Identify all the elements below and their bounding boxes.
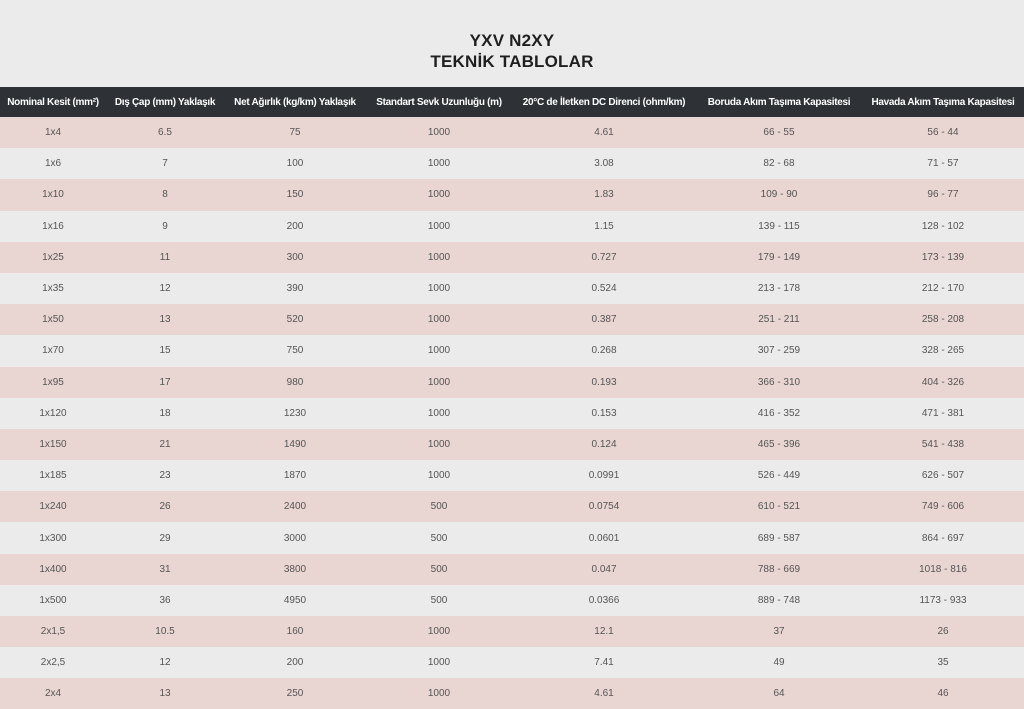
cell-boruda-kapasite: 689 - 587 [696,522,862,553]
cell-dis-cap: 7 [106,148,224,179]
cell-dis-cap: 9 [106,211,224,242]
table-row [0,335,1024,366]
cell-sevk-uzunlugu: 1000 [366,429,512,460]
table-row [0,398,1024,429]
cell-boruda-kapasite: 526 - 449 [696,460,862,491]
cell-dis-cap: 31 [106,554,224,585]
cell-dis-cap: 11 [106,242,224,273]
cell-sevk-uzunlugu: 500 [366,585,512,616]
cell-dc-direnci: 0.153 [512,398,696,429]
cell-dc-direnci: 0.047 [512,554,696,585]
table-row [0,211,1024,242]
cell-dc-direnci: 4.61 [512,678,696,709]
cell-nominal-kesit: 1x240 [0,491,106,522]
cell-nominal-kesit: 2x2,5 [0,647,106,678]
cell-net-agirlik: 160 [224,616,366,647]
technical-table [0,87,1024,709]
cell-net-agirlik: 150 [224,179,366,210]
cell-havada-kapasite: 1018 - 816 [862,554,1024,585]
table-row [0,678,1024,709]
cell-havada-kapasite: 258 - 208 [862,304,1024,335]
cell-dc-direnci: 7.41 [512,647,696,678]
table-row [0,554,1024,585]
table-row [0,117,1024,148]
table-row [0,273,1024,304]
cell-havada-kapasite: 749 - 606 [862,491,1024,522]
cell-sevk-uzunlugu: 500 [366,554,512,585]
cell-boruda-kapasite: 251 - 211 [696,304,862,335]
cell-boruda-kapasite: 889 - 748 [696,585,862,616]
cell-boruda-kapasite: 82 - 68 [696,148,862,179]
title-block [0,0,1024,87]
cell-havada-kapasite: 1173 - 933 [862,585,1024,616]
cell-nominal-kesit: 1x400 [0,554,106,585]
cell-net-agirlik: 4950 [224,585,366,616]
cell-boruda-kapasite: 416 - 352 [696,398,862,429]
cell-nominal-kesit: 1x185 [0,460,106,491]
cell-sevk-uzunlugu: 1000 [366,616,512,647]
cell-sevk-uzunlugu: 1000 [366,148,512,179]
cell-dc-direnci: 0.387 [512,304,696,335]
column-header-boruda-kapasite: Boruda Akım Taşıma Kapasitesi [696,87,862,117]
cell-dc-direnci: 12.1 [512,616,696,647]
cell-dc-direnci: 0.0991 [512,460,696,491]
cell-nominal-kesit: 1x50 [0,304,106,335]
cell-nominal-kesit: 1x500 [0,585,106,616]
cell-dc-direnci: 4.61 [512,117,696,148]
cell-nominal-kesit: 1x70 [0,335,106,366]
header-row [0,87,1024,117]
cell-sevk-uzunlugu: 1000 [366,460,512,491]
table-row [0,647,1024,678]
cell-dis-cap: 29 [106,522,224,553]
cell-nominal-kesit: 2x4 [0,678,106,709]
cell-dis-cap: 13 [106,304,224,335]
cell-havada-kapasite: 212 - 170 [862,273,1024,304]
cell-net-agirlik: 300 [224,242,366,273]
cell-dis-cap: 23 [106,460,224,491]
table-row [0,304,1024,335]
column-header-dc-direnci: 20°C de İletken DC Direnci (ohm/km) [512,87,696,117]
cell-dc-direnci: 0.0601 [512,522,696,553]
cell-dc-direnci: 0.0366 [512,585,696,616]
column-header-nominal-kesit: Nominal Kesit (mm²) [0,87,106,117]
cell-net-agirlik: 1490 [224,429,366,460]
cell-boruda-kapasite: 307 - 259 [696,335,862,366]
cell-havada-kapasite: 541 - 438 [862,429,1024,460]
cell-dis-cap: 10.5 [106,616,224,647]
table-row [0,616,1024,647]
cell-dis-cap: 8 [106,179,224,210]
cell-havada-kapasite: 173 - 139 [862,242,1024,273]
cell-sevk-uzunlugu: 1000 [366,647,512,678]
cell-boruda-kapasite: 49 [696,647,862,678]
cell-boruda-kapasite: 465 - 396 [696,429,862,460]
column-header-net-agirlik: Net Ağırlık (kg/km) Yaklaşık [224,87,366,117]
table-row [0,460,1024,491]
table-row [0,429,1024,460]
cell-dis-cap: 12 [106,647,224,678]
cell-sevk-uzunlugu: 500 [366,522,512,553]
cell-net-agirlik: 520 [224,304,366,335]
table-row [0,179,1024,210]
cell-sevk-uzunlugu: 1000 [366,242,512,273]
cell-havada-kapasite: 626 - 507 [862,460,1024,491]
cell-nominal-kesit: 1x4 [0,117,106,148]
cell-sevk-uzunlugu: 1000 [366,179,512,210]
cell-havada-kapasite: 864 - 697 [862,522,1024,553]
cell-havada-kapasite: 404 - 326 [862,367,1024,398]
cell-nominal-kesit: 1x10 [0,179,106,210]
cell-havada-kapasite: 71 - 57 [862,148,1024,179]
cell-boruda-kapasite: 64 [696,678,862,709]
cell-dc-direnci: 1.15 [512,211,696,242]
cell-dc-direnci: 0.727 [512,242,696,273]
cell-sevk-uzunlugu: 1000 [366,304,512,335]
cell-nominal-kesit: 1x120 [0,398,106,429]
cell-dis-cap: 36 [106,585,224,616]
cell-sevk-uzunlugu: 1000 [366,367,512,398]
cell-dis-cap: 6.5 [106,117,224,148]
cell-havada-kapasite: 56 - 44 [862,117,1024,148]
column-header-havada-kapasite: Havada Akım Taşıma Kapasitesi [862,87,1024,117]
cell-dis-cap: 21 [106,429,224,460]
cell-dis-cap: 17 [106,367,224,398]
cell-net-agirlik: 980 [224,367,366,398]
table-row [0,491,1024,522]
cell-boruda-kapasite: 109 - 90 [696,179,862,210]
cell-dc-direnci: 3.08 [512,148,696,179]
cell-dis-cap: 15 [106,335,224,366]
cell-net-agirlik: 100 [224,148,366,179]
cell-boruda-kapasite: 139 - 115 [696,211,862,242]
cell-dc-direnci: 0.268 [512,335,696,366]
cell-nominal-kesit: 1x35 [0,273,106,304]
table-row [0,522,1024,553]
table-body [0,117,1024,709]
cell-sevk-uzunlugu: 1000 [366,117,512,148]
cell-net-agirlik: 750 [224,335,366,366]
cell-net-agirlik: 390 [224,273,366,304]
cell-dis-cap: 13 [106,678,224,709]
cell-dc-direnci: 0.524 [512,273,696,304]
cell-sevk-uzunlugu: 1000 [366,211,512,242]
cell-sevk-uzunlugu: 1000 [366,678,512,709]
cell-dc-direnci: 0.193 [512,367,696,398]
cell-boruda-kapasite: 66 - 55 [696,117,862,148]
cell-net-agirlik: 3800 [224,554,366,585]
cell-nominal-kesit: 2x1,5 [0,616,106,647]
cell-sevk-uzunlugu: 500 [366,491,512,522]
cell-dc-direnci: 0.0754 [512,491,696,522]
column-header-sevk-uzunlugu: Standart Sevk Uzunluğu (m) [366,87,512,117]
cell-havada-kapasite: 471 - 381 [862,398,1024,429]
cell-havada-kapasite: 96 - 77 [862,179,1024,210]
table-row [0,148,1024,179]
cell-dis-cap: 26 [106,491,224,522]
cell-net-agirlik: 1870 [224,460,366,491]
cell-nominal-kesit: 1x150 [0,429,106,460]
section-title: TEKNİK TABLOLAR [430,52,594,71]
cell-boruda-kapasite: 788 - 669 [696,554,862,585]
cell-boruda-kapasite: 179 - 149 [696,242,862,273]
cell-net-agirlik: 2400 [224,491,366,522]
cell-net-agirlik: 200 [224,647,366,678]
cell-nominal-kesit: 1x25 [0,242,106,273]
cell-nominal-kesit: 1x16 [0,211,106,242]
cell-boruda-kapasite: 37 [696,616,862,647]
cell-dis-cap: 18 [106,398,224,429]
table-row [0,242,1024,273]
cell-net-agirlik: 1230 [224,398,366,429]
cell-dc-direnci: 1.83 [512,179,696,210]
cell-sevk-uzunlugu: 1000 [366,335,512,366]
cell-net-agirlik: 3000 [224,522,366,553]
table-row [0,585,1024,616]
cell-boruda-kapasite: 213 - 178 [696,273,862,304]
cell-net-agirlik: 200 [224,211,366,242]
table-row [0,367,1024,398]
cell-dc-direnci: 0.124 [512,429,696,460]
cell-nominal-kesit: 1x300 [0,522,106,553]
cell-sevk-uzunlugu: 1000 [366,273,512,304]
cell-havada-kapasite: 46 [862,678,1024,709]
cell-havada-kapasite: 26 [862,616,1024,647]
cell-havada-kapasite: 128 - 102 [862,211,1024,242]
cell-boruda-kapasite: 610 - 521 [696,491,862,522]
cell-havada-kapasite: 35 [862,647,1024,678]
cell-nominal-kesit: 1x95 [0,367,106,398]
cell-dis-cap: 12 [106,273,224,304]
column-header-dis-cap: Dış Çap (mm) Yaklaşık [106,87,224,117]
cell-havada-kapasite: 328 - 265 [862,335,1024,366]
cell-boruda-kapasite: 366 - 310 [696,367,862,398]
cell-net-agirlik: 75 [224,117,366,148]
cell-net-agirlik: 250 [224,678,366,709]
cell-sevk-uzunlugu: 1000 [366,398,512,429]
product-title: YXV N2XY [469,31,555,50]
cell-nominal-kesit: 1x6 [0,148,106,179]
table-header [0,87,1024,117]
